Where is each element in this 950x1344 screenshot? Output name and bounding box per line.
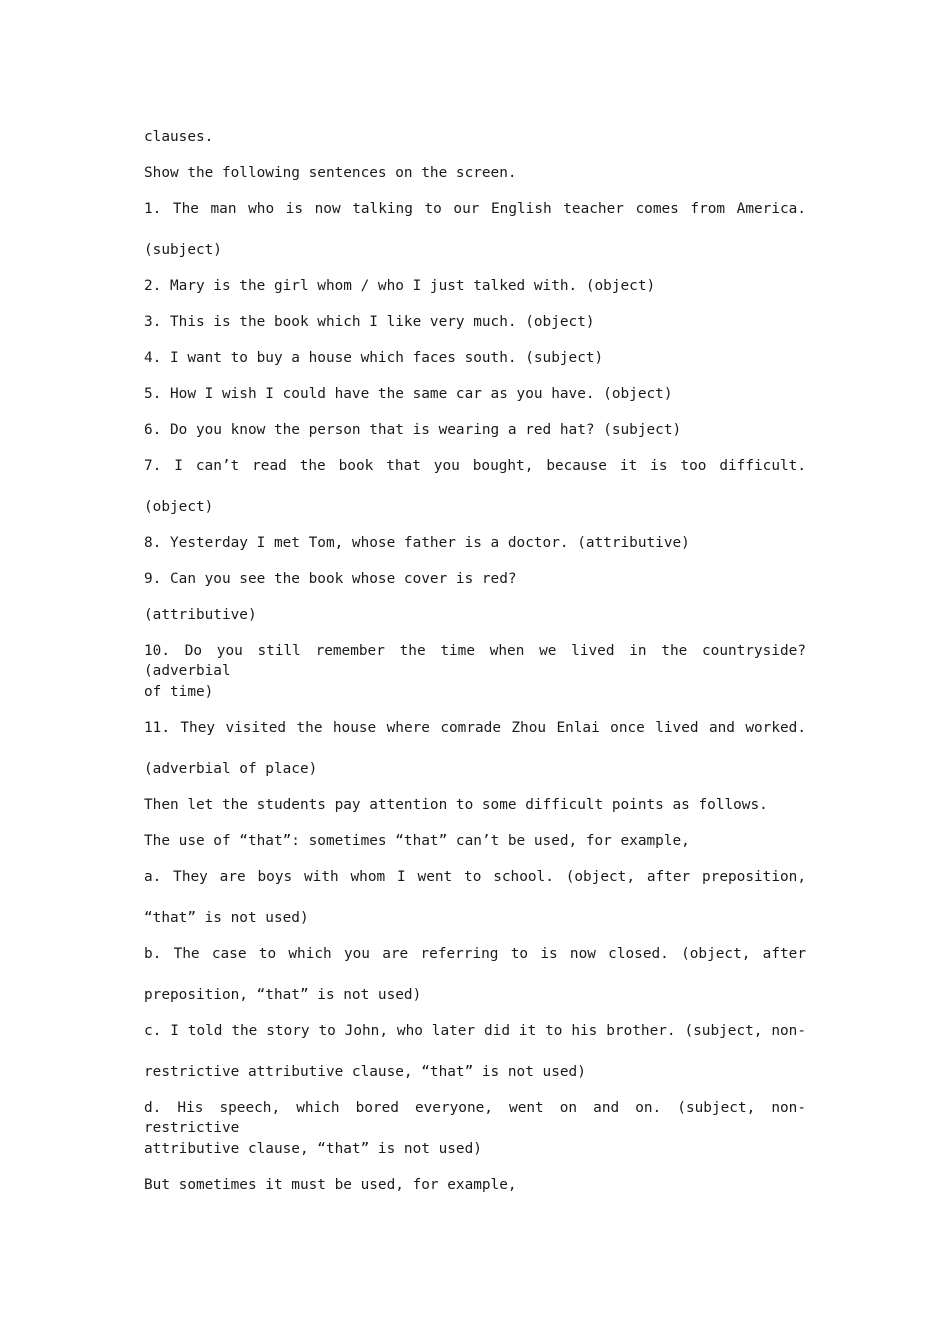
text-line: 9. Can you see the book whose cover is red? bbox=[144, 571, 517, 587]
text-line: preposition, “that” is not used) bbox=[144, 987, 422, 1003]
text-line: 10. Do you still remember the time when we lived in the countryside? (adverbial bbox=[144, 643, 806, 679]
text-line: (adverbial of place) bbox=[144, 761, 318, 777]
text-line: (subject) bbox=[144, 242, 222, 258]
text-line: Then let the students pay attention to some difficult points as follows. bbox=[144, 797, 768, 813]
text-line: 1. The man who is now talking to our English teacher comes from America. bbox=[144, 201, 806, 217]
text-line: clauses. bbox=[144, 129, 214, 145]
text-line: 3. This is the book which I like very much. (object) bbox=[144, 314, 595, 330]
document-page bbox=[144, 0, 806, 1344]
text-line: “that” is not used) bbox=[144, 910, 309, 926]
text-line: 2. Mary is the girl whom / who I just talked with. (object) bbox=[144, 278, 656, 294]
text-line: 6. Do you know the person that is wearing a red hat? (subject) bbox=[144, 422, 682, 438]
text-line: b. The case to which you are referring to is now closed. (object, after bbox=[144, 946, 806, 962]
text-line: 5. How I wish I could have the same car as you have. (object) bbox=[144, 386, 673, 402]
text-line: Show the following sentences on the screen. bbox=[144, 165, 517, 181]
text-line: a. They are boys with whom I went to school. (object, after preposition, bbox=[144, 869, 806, 885]
text-line: The use of “that”: sometimes “that” can’t be used, for example, bbox=[144, 833, 690, 849]
text-line: 8. Yesterday I met Tom, whose father is a doctor. (attributive) bbox=[144, 535, 690, 551]
text-line: 7. I can’t read the book that you bought, because it is too difficult. bbox=[144, 458, 806, 474]
text-line: (object) bbox=[144, 499, 214, 515]
text-line: (attributive) bbox=[144, 607, 257, 623]
text-line: c. I told the story to John, who later did it to his brother. (subject, non- bbox=[144, 1023, 806, 1039]
text-line: attributive clause, “that” is not used) bbox=[144, 1141, 482, 1157]
text-line: But sometimes it must be used, for example, bbox=[144, 1177, 517, 1193]
text-line: of time) bbox=[144, 684, 214, 700]
text-line: restrictive attributive clause, “that” is not used) bbox=[144, 1064, 586, 1080]
text-line: 4. I want to buy a house which faces south. (subject) bbox=[144, 350, 604, 366]
text-line: 11. They visited the house where comrade Zhou Enlai once lived and worked. bbox=[144, 720, 806, 736]
text-line: d. His speech, which bored everyone, went on and on. (subject, non-restrictive bbox=[144, 1100, 806, 1136]
